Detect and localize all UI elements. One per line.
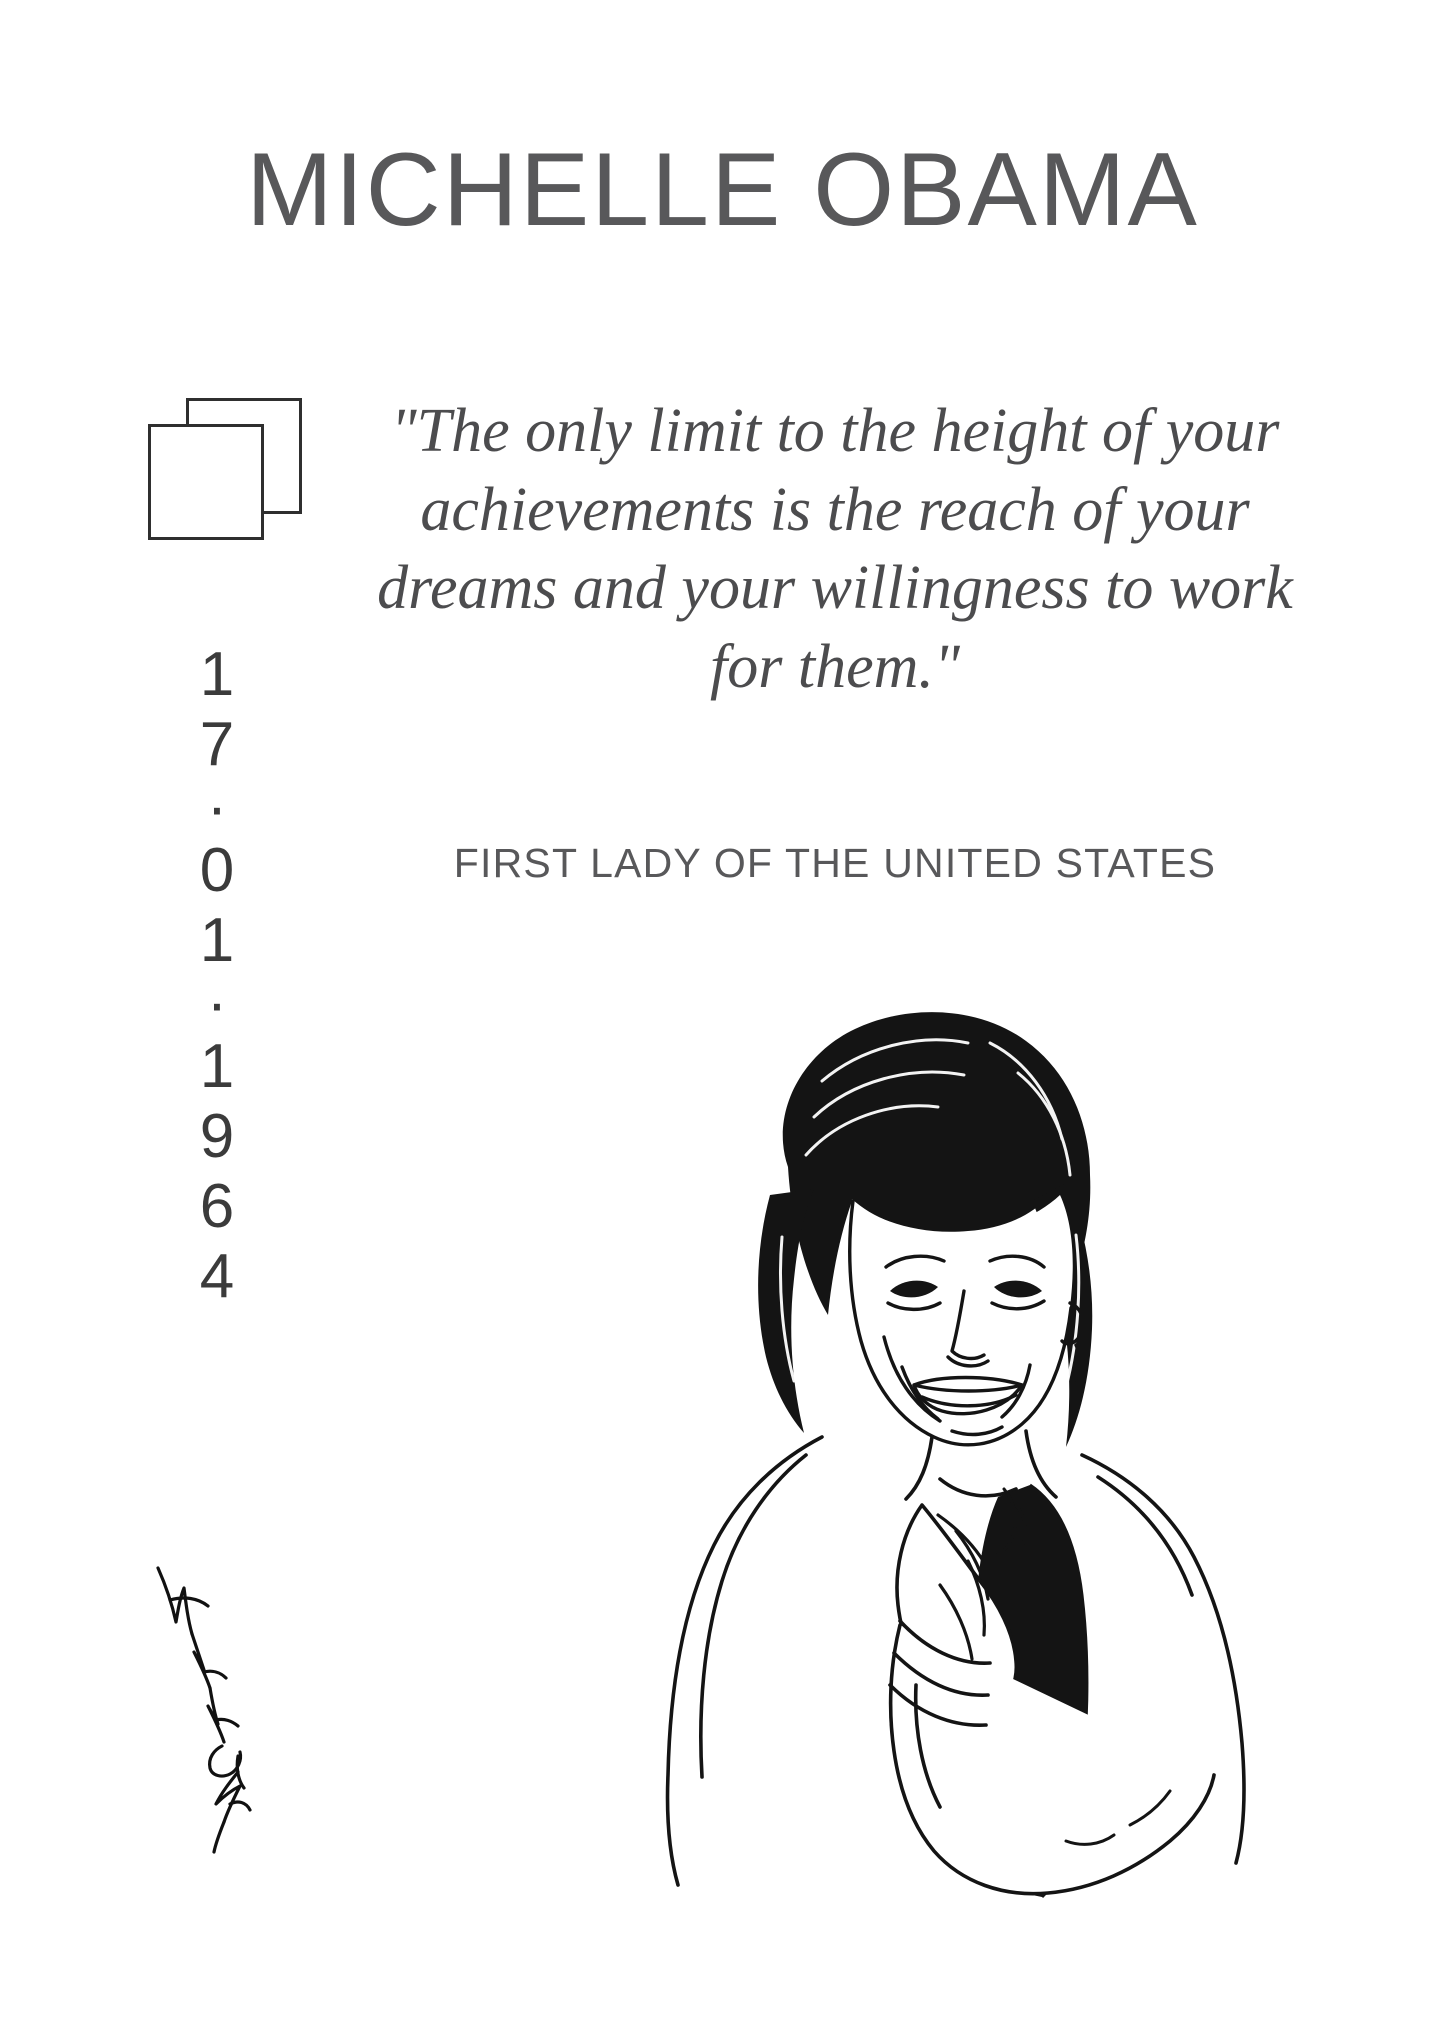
date-char: 6 bbox=[199, 1171, 235, 1241]
date-char: 1 bbox=[199, 1031, 235, 1101]
quote-text: "The only limit to the height of your achievements is the reach of your dreams and your willingness to work for them." bbox=[377, 397, 1293, 702]
role-subtitle: FIRST LADY OF THE UNITED STATES bbox=[453, 840, 1217, 886]
date-char: · bbox=[206, 968, 228, 1038]
square-front bbox=[148, 424, 264, 540]
date-char: 4 bbox=[199, 1241, 235, 1311]
date-char: 9 bbox=[199, 1101, 235, 1171]
date-char: 0 bbox=[199, 835, 235, 905]
line-art-portrait-icon bbox=[470, 985, 1350, 1915]
birth-date-vertical bbox=[172, 640, 262, 1312]
handwritten-signature-icon bbox=[150, 1560, 260, 1860]
two-overlapping-squares-icon bbox=[148, 398, 308, 538]
page-title: MICHELLE OBAMA bbox=[246, 132, 1199, 248]
date-char: · bbox=[206, 773, 228, 843]
date-char: 7 bbox=[199, 710, 235, 780]
date-char: 1 bbox=[199, 905, 235, 975]
date-char: 1 bbox=[199, 640, 235, 709]
